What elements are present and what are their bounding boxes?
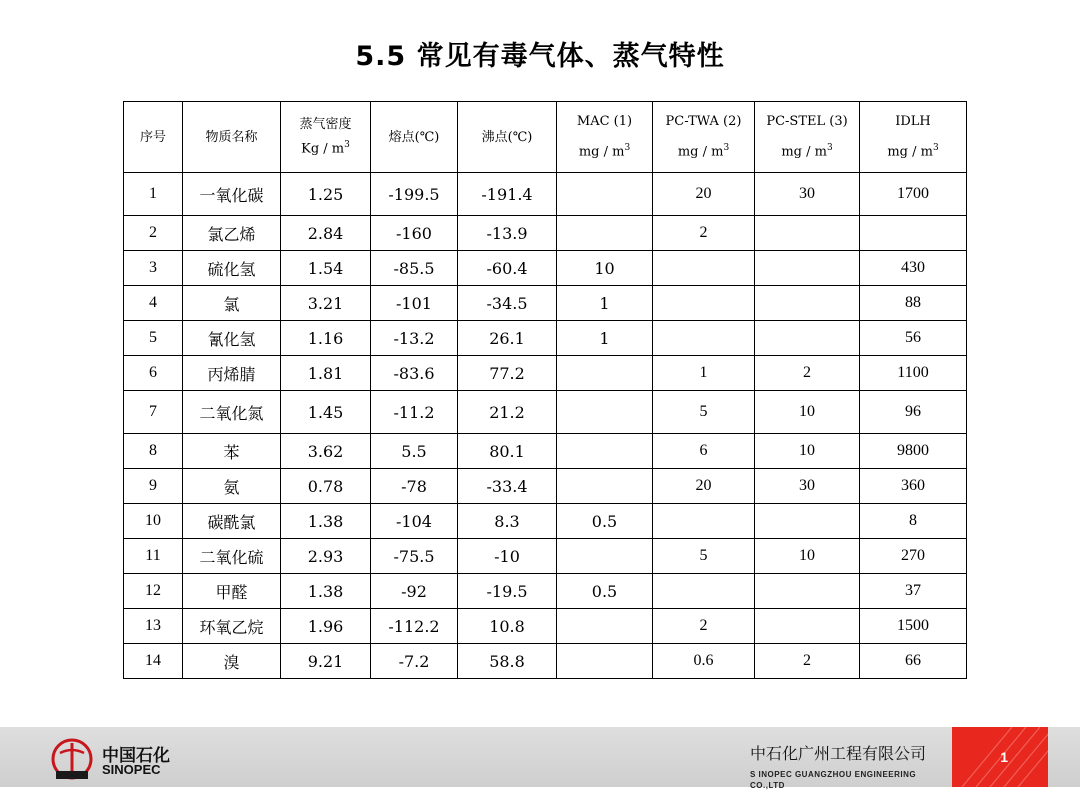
cell-index: 11 — [124, 539, 183, 574]
header-idlh: IDLH mg / $m^3$ — [860, 102, 967, 173]
cell-pctwa: 1 — [653, 356, 755, 391]
header-pctwa-unit: mg / $m^3$ — [677, 143, 730, 160]
cell-boiling: -10 — [458, 539, 557, 574]
table-row — [124, 286, 967, 321]
cell-index: 10 — [124, 504, 183, 539]
cell-name: 一氧化碳 — [183, 173, 281, 216]
cell-name: 环氧乙烷 — [183, 609, 281, 644]
cell-melting: -83.6 — [371, 356, 458, 391]
header-pcstel-unit: mg / $m^3$ — [781, 143, 833, 160]
cell-melting: -101 — [371, 286, 458, 321]
cell-idlh: 8 — [860, 504, 967, 539]
cell-boiling: -13.9 — [458, 216, 557, 251]
brand-en: SINOPEC — [102, 762, 161, 777]
cell-density: 2.84 — [281, 216, 371, 251]
page-title: 5.5 常见有毒气体、蒸气特性 — [355, 41, 725, 72]
cell-density: 3.62 — [281, 434, 371, 469]
cell-boiling: 80.1 — [458, 434, 557, 469]
table-row — [124, 321, 967, 356]
cell-melting: -160 — [371, 216, 458, 251]
cell-boiling: 21.2 — [458, 391, 557, 434]
table-row — [124, 469, 967, 504]
cell-density: 1.96 — [281, 609, 371, 644]
header-name: 物质名称 — [183, 102, 281, 173]
cell-idlh: 66 — [860, 644, 967, 679]
cell-idlh: 9800 — [860, 434, 967, 469]
header-pcstel: PC-STEL (3) mg / $m^3$ — [755, 102, 860, 173]
cell-pctwa: 0.6 — [653, 644, 755, 679]
cell-pctwa: 2 — [653, 609, 755, 644]
table-row — [124, 504, 967, 539]
cell-index: 3 — [124, 251, 183, 286]
cell-mac: 0.5 — [557, 504, 653, 539]
cell-idlh: 96 — [860, 391, 967, 434]
header-density-label: 蒸气密度 — [299, 117, 352, 133]
cell-melting: -11.2 — [371, 391, 458, 434]
cell-pctwa: 5 — [653, 391, 755, 434]
cell-boiling: 10.8 — [458, 609, 557, 644]
cell-idlh: 1700 — [860, 173, 967, 216]
cell-melting: -78 — [371, 469, 458, 504]
table-row — [124, 251, 967, 286]
cell-density: 1.38 — [281, 574, 371, 609]
cell-mac — [557, 609, 653, 644]
page-number: 1 — [1000, 749, 1008, 765]
cell-index: 7 — [124, 391, 183, 434]
cell-mac: 1 — [557, 321, 653, 356]
cell-idlh: 360 — [860, 469, 967, 504]
header-pctwa: PC-TWA (2) mg / $m^3$ — [653, 102, 755, 173]
cell-name: 碳酰氯 — [183, 504, 281, 539]
cell-index: 5 — [124, 321, 183, 356]
brand-cn: 中国石化 — [102, 746, 170, 766]
cell-boiling: -60.4 — [458, 251, 557, 286]
cell-mac — [557, 539, 653, 574]
cell-boiling: 26.1 — [458, 321, 557, 356]
cell-melting: 5.5 — [371, 434, 458, 469]
cell-pctwa: 20 — [653, 173, 755, 216]
cell-pctwa: 5 — [653, 539, 755, 574]
header-melting: 熔点(℃) — [371, 102, 458, 173]
cell-melting: -92 — [371, 574, 458, 609]
cell-pcstel: 2 — [755, 356, 860, 391]
cell-pctwa — [653, 286, 755, 321]
cell-density: 3.21 — [281, 286, 371, 321]
cell-pctwa: 6 — [653, 434, 755, 469]
cell-mac: 1 — [557, 286, 653, 321]
cell-index: 13 — [124, 609, 183, 644]
cell-pcstel: 30 — [755, 469, 860, 504]
cell-pcstel: 10 — [755, 539, 860, 574]
cell-index: 1 — [124, 173, 183, 216]
sinopec-logo-icon — [50, 737, 94, 781]
cell-pcstel — [755, 609, 860, 644]
accent-block — [952, 727, 1048, 787]
cell-index: 12 — [124, 574, 183, 609]
cell-mac — [557, 469, 653, 504]
header-index: 序号 — [124, 102, 183, 173]
header-mac-unit: mg / $m^3$ — [578, 143, 631, 160]
cell-density: 9.21 — [281, 644, 371, 679]
cell-pctwa — [653, 251, 755, 286]
cell-name: 溴 — [183, 644, 281, 679]
cell-boiling: 77.2 — [458, 356, 557, 391]
cell-pcstel — [755, 574, 860, 609]
cell-name: 氯乙烯 — [183, 216, 281, 251]
table-row — [124, 539, 967, 574]
cell-idlh: 430 — [860, 251, 967, 286]
cell-mac — [557, 391, 653, 434]
cell-pcstel — [755, 504, 860, 539]
cell-melting: -112.2 — [371, 609, 458, 644]
cell-density: 1.16 — [281, 321, 371, 356]
table-row — [124, 644, 967, 679]
cell-boiling: -19.5 — [458, 574, 557, 609]
cell-pcstel: 2 — [755, 644, 860, 679]
header-density — [281, 102, 371, 173]
cell-pcstel — [755, 321, 860, 356]
cell-name: 氯 — [183, 286, 281, 321]
company-name-cn: 中石化广州工程有限公司 — [750, 744, 927, 763]
cell-mac — [557, 356, 653, 391]
cell-mac — [557, 434, 653, 469]
cell-pctwa — [653, 504, 755, 539]
cell-density: 1.25 — [281, 173, 371, 216]
cell-pcstel — [755, 216, 860, 251]
cell-index: 6 — [124, 356, 183, 391]
cell-mac: 10 — [557, 251, 653, 286]
cell-index: 14 — [124, 644, 183, 679]
cell-index: 8 — [124, 434, 183, 469]
cell-mac: 0.5 — [557, 574, 653, 609]
cell-boiling: -191.4 — [458, 173, 557, 216]
cell-idlh — [860, 216, 967, 251]
cell-boiling: -33.4 — [458, 469, 557, 504]
cell-index: 4 — [124, 286, 183, 321]
cell-idlh: 1100 — [860, 356, 967, 391]
table-row — [124, 216, 967, 251]
cell-name: 氰化氢 — [183, 321, 281, 356]
cell-name: 苯 — [183, 434, 281, 469]
cell-melting: -85.5 — [371, 251, 458, 286]
cell-density: 0.78 — [281, 469, 371, 504]
toxic-gas-table — [123, 101, 967, 679]
cell-name: 甲醛 — [183, 574, 281, 609]
cell-idlh: 1500 — [860, 609, 967, 644]
cell-melting: -7.2 — [371, 644, 458, 679]
cell-density: 1.54 — [281, 251, 371, 286]
table-row — [124, 173, 967, 216]
cell-boiling: -34.5 — [458, 286, 557, 321]
cell-pcstel — [755, 251, 860, 286]
cell-index: 2 — [124, 216, 183, 251]
cell-idlh: 37 — [860, 574, 967, 609]
cell-name: 硫化氢 — [183, 251, 281, 286]
cell-idlh: 88 — [860, 286, 967, 321]
cell-idlh: 270 — [860, 539, 967, 574]
table-header-row — [124, 102, 967, 173]
cell-pctwa: 20 — [653, 469, 755, 504]
cell-name: 丙烯腈 — [183, 356, 281, 391]
table-row — [124, 391, 967, 434]
company-name-en: S INOPEC GUANGZHOU ENGINEERING CO.,LTD — [750, 770, 917, 790]
cell-idlh: 56 — [860, 321, 967, 356]
cell-pcstel: 10 — [755, 391, 860, 434]
cell-melting: -13.2 — [371, 321, 458, 356]
cell-pctwa: 2 — [653, 216, 755, 251]
cell-pcstel: 10 — [755, 434, 860, 469]
cell-density: 1.81 — [281, 356, 371, 391]
cell-mac — [557, 173, 653, 216]
cell-boiling: 58.8 — [458, 644, 557, 679]
cell-name: 氨 — [183, 469, 281, 504]
header-mac: MAC (1) mg / $m^3$ — [557, 102, 653, 173]
header-idlh-unit: mg / $m^3$ — [887, 143, 939, 160]
table-row — [124, 356, 967, 391]
cell-boiling: 8.3 — [458, 504, 557, 539]
cell-melting: -75.5 — [371, 539, 458, 574]
header-density-unit: Kg / $m^3$ — [301, 140, 350, 157]
cell-density: 1.45 — [281, 391, 371, 434]
cell-pctwa — [653, 574, 755, 609]
table-row — [124, 574, 967, 609]
table-row — [124, 434, 967, 469]
cell-name: 二氧化氮 — [183, 391, 281, 434]
table-row — [124, 609, 967, 644]
cell-mac — [557, 216, 653, 251]
header-boiling: 沸点(℃) — [458, 102, 557, 173]
cell-melting: -104 — [371, 504, 458, 539]
footer-bar — [0, 727, 1080, 790]
cell-mac — [557, 644, 653, 679]
cell-name: 二氧化硫 — [183, 539, 281, 574]
cell-density: 2.93 — [281, 539, 371, 574]
cell-pcstel: 30 — [755, 173, 860, 216]
cell-pctwa — [653, 321, 755, 356]
cell-melting: -199.5 — [371, 173, 458, 216]
cell-density: 1.38 — [281, 504, 371, 539]
cell-pcstel — [755, 286, 860, 321]
cell-index: 9 — [124, 469, 183, 504]
